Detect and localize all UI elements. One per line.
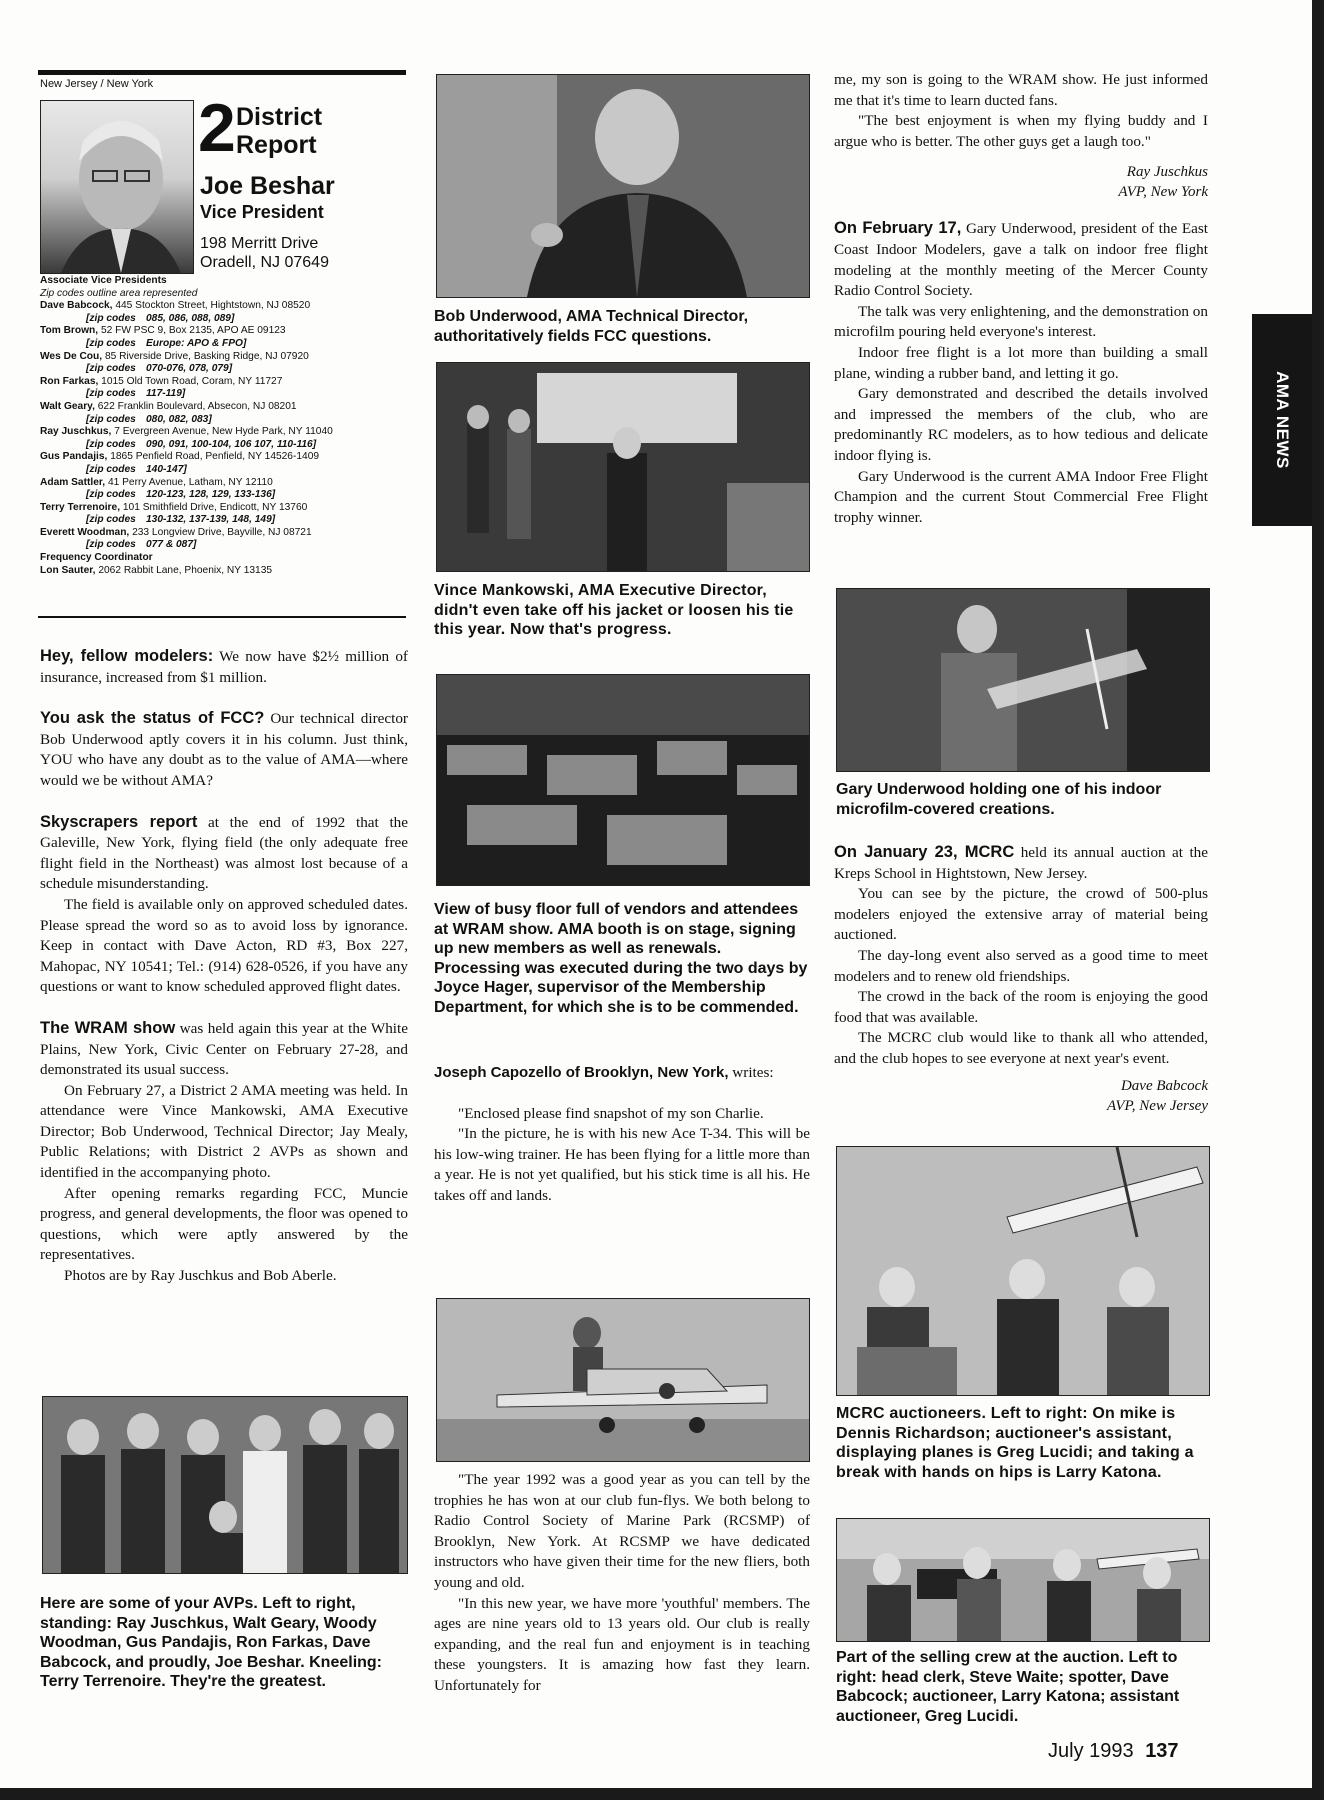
paragraph-meeting: On February 27, a District 2 AMA meeting was held. In attendance were Vince Mankowski, AMA Executive Director; Bob Underwood, Technical Director; Jay Mealy, Public Relations; with District 2 AVPs as shown and identified in the accompanying photo. [40, 1081, 408, 1182]
zip-label: [zip codes [86, 539, 136, 551]
avp-name: Adam Sattler, [40, 476, 106, 488]
paragraph-gary-demo: Gary demonstrated and described the details involved and impressed the members of the club, who are predominantly RC modelers, as to how tedious and delicate indoor flying is. [834, 385, 1208, 464]
zip-values: 085, 086, 088, 089] [146, 312, 235, 324]
avp-entry [40, 300, 408, 313]
caption-bob-underwood: Bob Underwood, AMA Technical Director, authoritatively fields FCC questions. [434, 308, 749, 345]
freq-address: 2062 Rabbit Lane, Phoenix, NY 13135 [98, 564, 273, 576]
footer [1048, 1740, 1179, 1763]
quote-flying-buddy: "The best enjoyment is when my flying buddy and I argue who is better. The other guys get a laugh too." [834, 112, 1208, 150]
text-wram: was held again this year at the White Plains, New York, Civic Center on February 27-28, and demonstrated its usual success. [40, 1019, 408, 1079]
portrait-illustration [41, 101, 193, 273]
paragraph-feb17 [834, 218, 1208, 301]
avp-name: Gus Pandajis, [40, 451, 108, 463]
page-number: 137 [1145, 1740, 1179, 1762]
avp-entry [40, 401, 408, 414]
portrait-photo [40, 100, 194, 274]
avp-title: Associate Vice Presidents [40, 275, 167, 286]
photo-gary-underwood [836, 588, 1210, 772]
zip-values: 130-132, 137-139, 148, 149] [146, 514, 276, 526]
quote-new-year: "In this new year, we have more 'youthful' members. The ages are nine years old to 13 years old. Our club is really expanding, and the real fun and enjoyment is in teaching these youngsters. It is amazing how fast they learn. Unfortunately for [434, 1594, 810, 1694]
letter-lead: Joseph Capozello of Brooklyn, New York, [434, 1064, 729, 1081]
avp-zip-codes [40, 414, 408, 427]
bob-underwood-illustration [437, 75, 809, 297]
photo-wram-floor [436, 674, 810, 886]
zip-values: 077 & 087] [146, 539, 197, 551]
side-tab [1252, 314, 1312, 526]
avp-zip-codes [40, 489, 408, 502]
lead-feb17: On February 17, [834, 219, 962, 238]
paragraph-field: The field is available only on approved scheduled dates. Please spread the word so as to avoid loss by ignorance. Keep in contact with Dave Acton, RD #3, Box 227, Mahopac, NY 10541; Tel.: (914) 628-0526, if you have any questions or want to know scheduled approved flight dates. [40, 895, 408, 996]
avp-zip-codes [40, 363, 408, 376]
paragraph-talk: The talk was very enlightening, and the demonstration on microfilm pouring held everyone's interest. [834, 302, 1208, 341]
avp-name: Walt Geary, [40, 400, 95, 412]
caption-selling-crew: Part of the selling crew at the auction. Left to right: head clerk, Steve Waite; spotter, Dave Babcock; auctioneer, Larry Katona; assistant auctioneer, Greg Lucidi. [836, 1649, 1180, 1725]
vp-name: Joe Beshar [200, 172, 335, 200]
district-title-1: District [236, 103, 323, 131]
avp-zip-codes [40, 514, 408, 527]
avp-entry [40, 351, 408, 364]
avp-address: 101 Smithfield Drive, Endicott, NY 13760 [122, 501, 308, 513]
paragraph-day-long: The day-long event also served as a good time to meet modelers and to renew old friendships. [834, 946, 1208, 985]
signature-ray-name: Ray Juschkus [1126, 164, 1208, 181]
avp-entry [40, 325, 408, 338]
zip-label: [zip codes [86, 463, 136, 475]
gary-underwood-illustration [837, 589, 1209, 771]
vp-role: Vice President [200, 202, 324, 222]
column-2-letter [434, 1063, 810, 1207]
avp-name: Wes De Cou, [40, 350, 103, 362]
avp-people [40, 300, 408, 552]
zip-label: [zip codes [86, 438, 136, 450]
text-skyscrapers: at the end of 1992 that the Galeville, New York, flying field (the only adequate free flight field in the Northeast) was almost lost because of a schedule misunderstanding. [40, 813, 408, 893]
signature-dave-role: AVP, New Jersey [1106, 1097, 1208, 1114]
quote-snapshot: "Enclosed please find snapshot of my son Charlie. [458, 1104, 764, 1122]
paragraph-wram [40, 1018, 408, 1081]
avp-name: Everett Woodman, [40, 526, 130, 538]
zip-label: [zip codes [86, 312, 136, 324]
lead-jan23: On January 23, MCRC [834, 843, 1015, 861]
zip-label: [zip codes [86, 337, 136, 349]
avp-address: 41 Perry Avenue, Latham, NY 12110 [107, 476, 273, 488]
avp-note: Zip codes outline area represented [40, 287, 198, 299]
caption-wram-floor: View of busy floor full of vendors and attendees at WRAM show. AMA booth is on stage, signing up new members as well as renewals. Processing was executed during the two days by Joyce Hager, supervisor of the Membership Department, for which she is to be commended. [434, 901, 808, 1016]
caption-mcrc-auctioneers: MCRC auctioneers. Left to right: On mike is Dennis Richardson; auctioneer's assistant, displaying planes is Greg Lucidi; and taking a break with hands on hips is Larry Katona. [836, 1405, 1194, 1481]
avps-group-photo [42, 1396, 408, 1574]
lead-fcc: You ask the status of FCC? [40, 709, 265, 728]
top-rule [38, 70, 406, 75]
avp-address: 7 Evergreen Avenue, New Hyde Park, NY 11040 [114, 426, 333, 438]
lead-wram: The WRAM show [40, 1018, 176, 1037]
avp-entry [40, 502, 408, 515]
caption-avps: Here are some of your AVPs. Left to right, standing: Ray Juschkus, Walt Geary, Woody Woodman, Gus Pandajis, Ron Farkas, Dave Babcock, and proudly, Joe Beshar. Kneeling: Terry Terrenoire. They're the greatest. [40, 1595, 383, 1690]
group-illustration [43, 1397, 407, 1573]
avp-zip-codes [40, 388, 408, 401]
avp-address: 1015 Old Town Road, Coram, NY 11727 [101, 375, 283, 387]
paragraph-insurance [40, 646, 408, 688]
avp-address: 85 Riverside Drive, Basking Ridge, NJ 07920 [104, 350, 309, 362]
zip-values: 140-147] [146, 463, 187, 475]
photo-vince-mankowski [436, 362, 810, 572]
zip-values: 117-119] [146, 388, 186, 400]
district-number: 2 [198, 90, 236, 166]
zip-label: [zip codes [86, 413, 136, 425]
zip-values: Europe: APO & FPO] [146, 337, 247, 349]
vince-mankowski-illustration [437, 363, 809, 571]
column-1 [40, 646, 408, 1287]
photo-mcrc-auctioneers [836, 1146, 1210, 1396]
paragraph-photo-credits: Photos are by Ray Juschkus and Bob Aberle. [64, 1267, 337, 1285]
avp-name: Ray Juschkus, [40, 426, 112, 438]
freq-title: Frequency Coordinator [40, 552, 153, 564]
photo-bob-underwood [436, 74, 810, 298]
avp-address: 445 Stockton Street, Hightstown, NJ 08520 [115, 300, 311, 312]
avp-zip-codes [40, 464, 408, 477]
signature-dave-name: Dave Babcock [1120, 1077, 1208, 1094]
freq-name: Lon Sauter, [40, 564, 96, 576]
avp-address: 622 Franklin Boulevard, Absecon, NJ 08201 [97, 400, 297, 412]
paragraph-gary-champion: Gary Underwood is the current AMA Indoor Free Flight Champion and the current Stout Commercial Free Flight trophy winner. [834, 467, 1208, 526]
caption-gary-underwood: Gary Underwood holding one of his indoor microfilm-covered creations. [836, 781, 1162, 818]
lead-insurance: Hey, fellow modelers: [40, 647, 214, 665]
zip-values: 070-076, 078, 079] [146, 363, 233, 375]
paragraph-remarks: After opening remarks regarding FCC, Muncie progress, and general developments, the floor was opened to questions, which were aptly answered by the representatives. [40, 1184, 408, 1264]
header-bottom-rule [38, 616, 406, 618]
side-tab-label: AMA NEWS [1273, 371, 1292, 469]
selling-crew-illustration [837, 1519, 1209, 1641]
avp-name: Tom Brown, [40, 325, 99, 337]
paragraph-thanks: The MCRC club would like to thank all who attended, and the club hopes to see everyone at next year's event. [834, 1029, 1208, 1067]
column-3-mcrc [834, 842, 1208, 1116]
zip-label: [zip codes [86, 514, 136, 526]
freq-entry [40, 565, 408, 578]
zip-label: [zip codes [86, 363, 136, 375]
quote-ace: "In the picture, he is with his new Ace T-34. This will be his low-wing trainer. He has been flying for a little more than a year. He is not yet qualified, but his stick time is all his. He takes off and lands. [434, 1125, 810, 1204]
paragraph-food: The crowd in the back of the room is enjoying the good food that was available. [834, 988, 1208, 1026]
avp-zip-codes [40, 338, 408, 351]
avp-zip-codes [40, 539, 408, 552]
photo-selling-crew [836, 1518, 1210, 1642]
avp-zip-codes [40, 439, 408, 452]
zip-label: [zip codes [86, 489, 136, 501]
text-fcc: Our technical director Bob Underwood aptly covers it in his column. Just think, YOU who have any doubt as to the value of AMA—where would we be without AMA? [40, 710, 408, 789]
text-insurance: We now have $2½ million of insurance, increased from $1 million. [40, 648, 408, 686]
charlie-plane-illustration [437, 1299, 809, 1461]
vp-address-2: Oradell, NJ 07649 [200, 254, 329, 271]
letter-lead-text: writes: [728, 1064, 774, 1081]
region-label: New Jersey / New York [40, 78, 154, 90]
avp-address: 52 FW PSC 9, Box 2135, APO AE 09123 [100, 325, 286, 337]
avp-name: Ron Farkas, [40, 375, 99, 387]
avp-entry [40, 451, 408, 464]
lead-skyscrapers: Skyscrapers report [40, 812, 198, 831]
zip-values: 090, 091, 100-104, 106 107, 110-116] [146, 438, 317, 450]
avp-name: Terry Terrenoire, [40, 501, 121, 513]
text-jan23: held its annual auction at the Kreps School in Hightstown, New Jersey. [834, 844, 1208, 882]
avp-entry [40, 376, 408, 389]
quote-wram-son: me, my son is going to the WRAM show. He just informed me that it's time to learn ducted fans. [834, 71, 1208, 109]
signature-ray-role: AVP, New York [1118, 184, 1208, 201]
caption-vince-mankowski: Vince Mankowski, AMA Executive Director, didn't even take off his jacket or loosen his tie this year. Now that's progress. [434, 582, 794, 638]
column-2-letter-cont [434, 1470, 810, 1697]
paragraph-skyscrapers [40, 812, 408, 895]
zip-values: 120-123, 128, 129, 133-136] [146, 489, 276, 501]
paragraph-indoor: Indoor free flight is a lot more than building a small plane, winding a rubber band, and letting it go. [834, 343, 1208, 382]
district-title-2: Report [236, 131, 317, 159]
avp-entry [40, 477, 408, 490]
auctioneers-illustration [837, 1147, 1209, 1395]
avp-entry [40, 426, 408, 439]
letter-intro [434, 1063, 810, 1084]
avp-list [40, 275, 408, 577]
avp-entry [40, 527, 408, 540]
quote-1992: "The year 1992 was a good year as you can tell by the trophies he has won at our club fun-flys. We both belong to Radio Control Society of Marine Park (RCSMP) of Brooklyn, New York. At RCSMP we have dedicated instructors who have given their time for the new fliers, both young and old. [434, 1471, 810, 1591]
avp-address: 1865 Penfield Road, Penfield, NY 14526-1409 [110, 451, 320, 463]
avp-address: 233 Longview Drive, Bayville, NJ 08721 [132, 526, 312, 538]
wram-floor-illustration [437, 675, 809, 885]
avp-name: Dave Babcock, [40, 300, 113, 312]
footer-date: July 1993 [1048, 1740, 1134, 1762]
avp-zip-codes [40, 313, 408, 326]
paragraph-fcc [40, 708, 408, 791]
vp-address-1: 198 Merritt Drive [200, 235, 319, 252]
photo-charlie-plane [436, 1298, 810, 1462]
zip-values: 080, 082, 083] [146, 413, 212, 425]
paragraph-crowd: You can see by the picture, the crowd of 500-plus modelers enjoyed the extensive array of material being auctioned. [834, 885, 1208, 944]
zip-label: [zip codes [86, 388, 136, 400]
paragraph-jan23 [834, 842, 1208, 884]
text-feb17: Gary Underwood, president of the East Coast Indoor Modelers, gave a talk on indoor free flight modeling at the monthly meeting of the Mercer County Radio Control Society. [834, 220, 1208, 300]
column-3 [834, 70, 1208, 528]
